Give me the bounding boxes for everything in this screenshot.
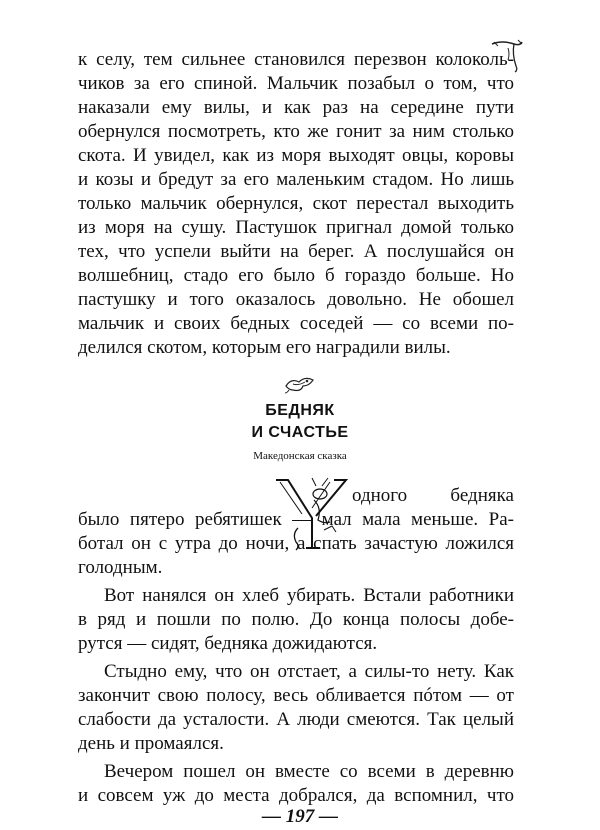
text-line: голодным. [78, 557, 163, 578]
text-line: рутся — сидят, бедняка дожидаются. [78, 633, 378, 654]
text-line: наказали ему вилы, и как раз на середине пути [78, 97, 514, 118]
text-line: Вечером пошел он вместе со всеми в деревню [104, 761, 514, 782]
text-line: было пятеро ребятишек — мал мала меньше. Ра- [78, 509, 514, 530]
page-number: — 197 — [262, 806, 338, 827]
text-line: закончит свою полосу, весь обливается пóтом — от [78, 685, 514, 706]
text-line: скота. И увидел, как из моря выходят овцы, коровы [78, 145, 514, 166]
text-line: и козы и бредут за его маленьким стадом. Но лишь [78, 169, 514, 190]
text-line: Стыдно ему, что он отстает, а силы-то нету. Как [104, 661, 514, 682]
story-subtitle: Македонская сказка [253, 450, 347, 462]
text-line: тех, что успели выйти на берег. А послушайся он [78, 241, 514, 262]
text-line: мальчик и своих бедных соседей — со всеми по- [78, 313, 514, 334]
story-title-line-2: И СЧАСТЬЕ [251, 424, 349, 441]
text-line: только мальчик обернулся, скот перестал выходить [78, 193, 514, 214]
text-line: в ряд и пошли по полю. До конца полосы добе- [78, 609, 514, 630]
text-line: делился скотом, которым его наградили вилы. [78, 337, 451, 358]
text-line: слабости да усталости. А люди смеются. Так целый [78, 709, 514, 730]
text-line: чиков за его спиной. Мальчик позабыл о том, что [78, 73, 514, 94]
text-line: ботал он с утра до ночи, а спать зачастую ложился [78, 533, 514, 554]
text-line: одного бедняка [352, 485, 514, 506]
story-title-line-1: БЕДНЯК [265, 402, 335, 419]
text-line: к селу, тем сильнее становился перезвон колоколь- [78, 49, 514, 70]
text-line: пастушку и того оказалось довольно. Не обошел [78, 289, 514, 310]
text-line: день и промаялся. [78, 733, 224, 754]
text-line: волшебниц, стадо его было б гораздо больше. Но [78, 265, 514, 286]
floral-ornament-icon [283, 372, 317, 396]
text-line: из моря на сушу. Пастушок пригнал домой только [78, 217, 514, 238]
text-line: обернулся посмотреть, кто же гонит за ним столько [78, 121, 514, 142]
text-line: Вот нанялся он хлеб убирать. Встали работники [104, 585, 514, 606]
text-line: и совсем уж до места добрался, да вспомнил, что [78, 785, 514, 806]
